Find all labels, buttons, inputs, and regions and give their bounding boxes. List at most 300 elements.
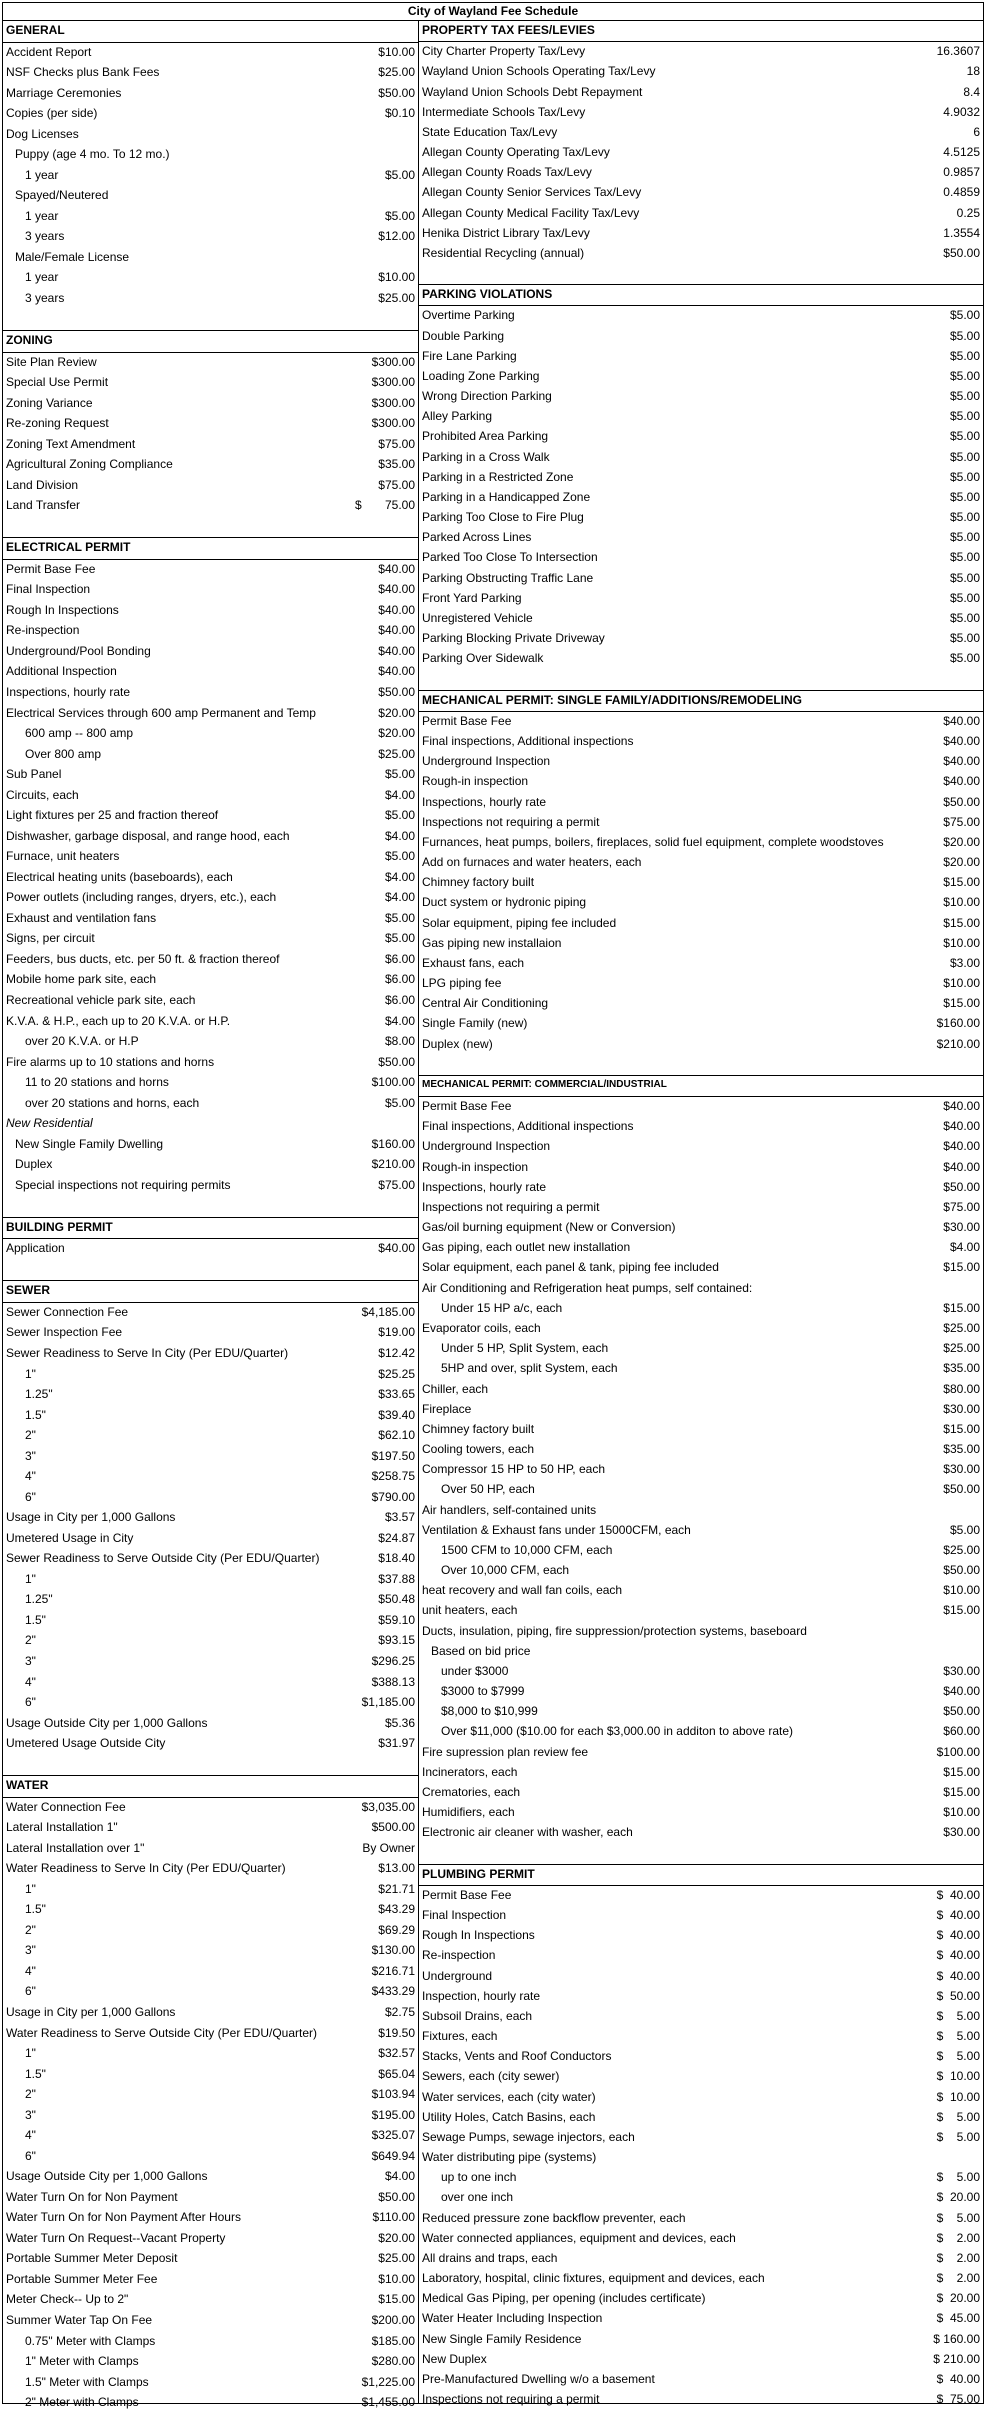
fee-row xyxy=(419,1906,983,1926)
fee-label: 1.5" Meter with Clamps xyxy=(25,2374,149,2389)
fee-label: Parking Obstructing Traffic Lane xyxy=(422,570,594,585)
fee-amount: $3.57 xyxy=(384,1510,415,1525)
spacer-row xyxy=(419,1055,983,1075)
fee-amount: $ 2.00 xyxy=(936,2271,980,2286)
fee-row xyxy=(419,853,983,873)
fee-amount: $100.00 xyxy=(371,1075,415,1090)
fee-amount: $4,185.00 xyxy=(361,1304,415,1319)
fee-amount: 16.3607 xyxy=(936,44,980,59)
fee-label: All drains and traps, each xyxy=(422,2250,558,2265)
fee-label: $3000 to $7999 xyxy=(441,1684,525,1699)
fee-row xyxy=(3,2024,418,2045)
fee-row xyxy=(3,683,418,704)
spacer-row xyxy=(419,264,983,284)
fee-row xyxy=(3,1859,418,1880)
fee-row xyxy=(419,609,983,629)
fee-amount: $1,225.00 xyxy=(361,2374,415,2389)
fee-amount: $280.00 xyxy=(371,2354,415,2369)
fee-row xyxy=(3,268,418,289)
fee-label: Overtime Parking xyxy=(422,308,515,323)
fee-label: Re-inspection xyxy=(6,623,80,638)
fee-label: 11 to 20 stations and horns xyxy=(25,1075,169,1090)
fee-label: Permit Base Fee xyxy=(422,713,512,728)
fee-amount: $21.71 xyxy=(378,1881,415,1896)
section-title: PROPERTY TAX FEES/LEVIES xyxy=(422,23,595,37)
fee-amount: $216.71 xyxy=(371,1963,415,1978)
fee-row xyxy=(3,868,418,889)
fee-row xyxy=(3,125,418,146)
fee-row xyxy=(419,1319,983,1339)
fee-label: 4" xyxy=(25,1469,36,1484)
section-header xyxy=(419,690,983,712)
fee-row xyxy=(3,1094,418,1115)
fee-label: 2" Meter with Clamps xyxy=(25,2395,139,2410)
fee-amount: $4.00 xyxy=(384,2169,415,2184)
fee-row xyxy=(3,1073,418,1094)
fee-label: 4" xyxy=(25,1963,36,1978)
fee-label: Male/Female License xyxy=(15,249,130,264)
fee-row xyxy=(419,163,983,183)
fee-row xyxy=(419,468,983,488)
fee-label: Underground Inspection xyxy=(422,1139,551,1154)
fee-row xyxy=(3,1323,418,1344)
fee-label: Sewer Readiness to Serve In City (Per EDU/Quarter) xyxy=(6,1346,289,1360)
fee-label: 1 year xyxy=(25,167,59,182)
fee-label: Loading Zone Parking xyxy=(422,368,540,383)
fee-amount: $1,185.00 xyxy=(361,1695,415,1710)
fee-label: Fire supression plan review fee xyxy=(422,1744,589,1759)
fee-amount: $30.00 xyxy=(943,1663,980,1678)
fee-row xyxy=(419,1561,983,1581)
fee-label: Water Readiness to Serve In City (Per EDU/Quarter) xyxy=(6,1861,286,1876)
section-title: ELECTRICAL PERMIT xyxy=(6,540,131,555)
fee-row xyxy=(3,1549,418,1570)
fee-label: Usage in City per 1,000 Gallons xyxy=(6,2005,176,2019)
fee-amount: $195.00 xyxy=(371,2107,415,2122)
fee-label: 4" xyxy=(25,1674,36,1689)
fee-label: Solar equipment, piping fee included xyxy=(422,915,617,930)
fee-row xyxy=(419,1339,983,1359)
fee-row xyxy=(3,1798,418,1819)
fee-amount: $50.00 xyxy=(378,1054,415,1069)
fee-row xyxy=(3,1818,418,1839)
fee-label: Fire Lane Parking xyxy=(422,348,517,363)
fee-label: 5HP and over, split System, each xyxy=(441,1361,618,1376)
fee-label: Humidifiers, each xyxy=(422,1805,515,1820)
fee-row xyxy=(3,43,418,64)
fee-label: unit heaters, each xyxy=(422,1603,518,1618)
fee-label: Duplex xyxy=(15,1157,53,1172)
fee-label: $8,000 to $10,999 xyxy=(441,1704,538,1719)
fee-label: Chimney factory built xyxy=(422,875,535,890)
fee-amount: $ 5.00 xyxy=(936,2170,980,2185)
fee-label: 1.5" xyxy=(25,1902,46,1917)
fee-row xyxy=(3,1839,418,1860)
fee-amount: $210.00 xyxy=(936,1036,980,1051)
fee-amount: $ 5.00 xyxy=(936,2210,980,2225)
fee-amount: $5.00 xyxy=(384,167,415,182)
fee-label: Laboratory, hospital, clinic fixtures, equipment and devices, each xyxy=(422,2271,765,2286)
fee-label: up to one inch xyxy=(441,2170,517,2185)
fee-label: Rough-in inspection xyxy=(422,774,529,789)
section-header xyxy=(419,284,983,306)
fee-amount: $20.00 xyxy=(378,2230,415,2245)
fee-row xyxy=(419,629,983,649)
fee-label: Water Turn On Request--Vacant Property xyxy=(6,2230,226,2245)
fee-amount: $59.10 xyxy=(378,1612,415,1627)
fee-label: 6" xyxy=(25,1489,36,1504)
fee-row xyxy=(3,2065,418,2086)
fee-label: 1" Meter with Clamps xyxy=(25,2354,139,2369)
fee-row xyxy=(419,488,983,508)
fee-label: Electronic air cleaner with washer, each xyxy=(422,1825,633,1840)
fee-amount: $5.00 xyxy=(949,550,980,565)
fee-label: Sewers, each (city sewer) xyxy=(422,2069,560,2084)
fee-row xyxy=(419,1601,983,1621)
fee-row xyxy=(419,2309,983,2329)
fee-label: Air Conditioning and Refrigeration heat pumps, self contained: xyxy=(422,1280,753,1295)
fee-row xyxy=(3,1426,418,1447)
fee-row xyxy=(3,1734,418,1755)
fee-label: Zoning Variance xyxy=(6,395,93,410)
spacer-row xyxy=(3,1196,418,1217)
fee-amount: $30.00 xyxy=(943,1825,980,1840)
fee-label: Application xyxy=(6,1241,65,1256)
fee-row xyxy=(419,1763,983,1783)
fee-amount: 18 xyxy=(966,64,980,79)
fee-label: Sewer Readiness to Serve Outside City (Per EDU/Quarter) xyxy=(6,1551,320,1566)
fee-amount: 4.9032 xyxy=(943,104,980,119)
section-header xyxy=(419,1864,983,1886)
fee-row xyxy=(3,909,418,930)
fee-amount: $40.00 xyxy=(378,1241,415,1256)
fee-amount: $31.97 xyxy=(378,1736,415,1751)
fee-row xyxy=(3,1880,418,1901)
fee-amount: $5.00 xyxy=(949,368,980,383)
section-title: GENERAL xyxy=(6,23,65,37)
fee-label: Parking in a Restricted Zone xyxy=(422,469,574,484)
fee-amount: $30.00 xyxy=(943,1220,980,1235)
fee-amount: $40.00 xyxy=(943,713,980,728)
fee-amount: $5.00 xyxy=(949,449,980,464)
fee-label: Single Family (new) xyxy=(422,1016,528,1031)
fee-row xyxy=(419,2128,983,2148)
fee-label: Water Turn On for Non Payment After Hours xyxy=(6,2210,241,2225)
section-title: PLUMBING PERMIT xyxy=(422,1866,535,1881)
fee-row xyxy=(3,2352,418,2373)
fee-row xyxy=(3,580,418,601)
fee-label: Final inspections, Additional inspections xyxy=(422,734,634,749)
fee-label: Water distributing pipe (systems) xyxy=(422,2150,597,2165)
fee-amount: $ 20.00 xyxy=(936,2291,980,2306)
fee-row xyxy=(419,143,983,163)
fee-label: Electrical Services through 600 amp Permanent and Temp xyxy=(6,705,316,720)
fee-row xyxy=(3,888,418,909)
fee-label: Double Parking xyxy=(422,328,505,343)
fee-row xyxy=(3,1488,418,1509)
fee-amount: $8.00 xyxy=(384,1034,415,1049)
fee-row xyxy=(3,827,418,848)
fee-row xyxy=(419,732,983,752)
fee-amount: $6.00 xyxy=(384,992,415,1007)
right-column xyxy=(419,21,983,2407)
fee-amount: $ 5.00 xyxy=(936,2029,980,2044)
fee-amount: $20.00 xyxy=(378,705,415,720)
fee-amount: $325.07 xyxy=(371,2128,415,2143)
fee-label: Prohibited Area Parking xyxy=(422,429,549,444)
fee-label: LPG piping fee xyxy=(422,976,502,991)
fee-label: Parking in a Cross Walk xyxy=(422,449,550,464)
fee-amount: $10.00 xyxy=(943,976,980,991)
fee-row xyxy=(419,83,983,103)
fee-row xyxy=(419,2007,983,2027)
fee-row xyxy=(419,2370,983,2390)
fee-label: Inspections not requiring a permit xyxy=(422,814,600,829)
fee-label: 1.5" xyxy=(25,1407,46,1422)
fee-amount: $50.00 xyxy=(943,1563,980,1578)
fee-row xyxy=(419,528,983,548)
fee-label: Exhaust and ventilation fans xyxy=(6,910,157,925)
fee-label: Water services, each (city water) xyxy=(422,2089,596,2104)
fee-label: Residential Recycling (annual) xyxy=(422,245,585,260)
fee-amount: $25.25 xyxy=(378,1366,415,1381)
fee-label: Based on bid price xyxy=(431,1643,531,1658)
fee-amount: $10.00 xyxy=(378,44,415,59)
fee-row xyxy=(419,1702,983,1722)
fee-label: Inspections not requiring a permit xyxy=(422,1199,600,1214)
fee-label: Allegan County Medical Facility Tax/Levy xyxy=(422,205,640,220)
fee-label: Inspections not requiring a permit xyxy=(422,2392,600,2407)
fee-row xyxy=(3,560,418,581)
fee-label: 1" xyxy=(25,1881,36,1896)
fee-amount: $10.00 xyxy=(943,1805,980,1820)
fee-row xyxy=(3,1652,418,1673)
fee-amount: $25.00 xyxy=(943,1542,980,1557)
fee-row xyxy=(419,1258,983,1278)
fee-row xyxy=(419,1178,983,1198)
fee-amount: $15.00 xyxy=(943,915,980,930)
fee-amount: $6.00 xyxy=(384,972,415,987)
fee-amount: $ 40.00 xyxy=(936,1968,980,1983)
fee-row xyxy=(3,1114,418,1135)
fee-row xyxy=(3,207,418,228)
fee-row xyxy=(419,2148,983,2168)
fee-row xyxy=(3,104,418,125)
fee-amount: $10.00 xyxy=(943,1583,980,1598)
fee-row xyxy=(419,103,983,123)
fee-row xyxy=(3,1344,418,1365)
section-header xyxy=(3,537,418,560)
fee-row xyxy=(419,2330,983,2350)
fee-amount: $388.13 xyxy=(371,1674,415,1689)
section-header xyxy=(3,1775,418,1798)
fee-label: Wayland Union Schools Operating Tax/Levy xyxy=(422,64,656,79)
fee-amount: $ 50.00 xyxy=(936,1988,980,2003)
fee-amount: $40.00 xyxy=(943,1159,980,1174)
fee-row xyxy=(419,1642,983,1662)
fee-amount: $39.40 xyxy=(378,1407,415,1422)
fee-label: 2" xyxy=(25,1633,36,1648)
fee-row xyxy=(419,1420,983,1440)
fee-amount: $4.00 xyxy=(384,890,415,905)
fee-amount: $5.00 xyxy=(949,510,980,525)
fee-row xyxy=(419,772,983,792)
page-title: City of Wayland Fee Schedule xyxy=(3,3,983,21)
fee-amount: $200.00 xyxy=(371,2312,415,2327)
fee-amount: $19.00 xyxy=(378,1325,415,1340)
fee-row xyxy=(3,1631,418,1652)
fee-row xyxy=(3,1611,418,1632)
fee-label: 2" xyxy=(25,1428,36,1443)
fee-row xyxy=(3,2085,418,2106)
fee-row xyxy=(3,353,418,374)
fee-row xyxy=(3,1714,418,1735)
fee-row xyxy=(419,712,983,732)
fee-row xyxy=(419,1926,983,1946)
fee-amount: $5.36 xyxy=(384,1715,415,1730)
fee-label: 6" xyxy=(25,1984,36,1999)
fee-row xyxy=(419,327,983,347)
fee-label: Agricultural Zoning Compliance xyxy=(6,457,173,472)
fee-label: Water Connection Fee xyxy=(6,1799,126,1814)
fee-label: Re-inspection xyxy=(422,1948,496,1963)
fee-amount: $ 40.00 xyxy=(936,1907,980,1922)
fee-label: Spayed/Neutered xyxy=(15,188,109,203)
fee-row xyxy=(419,1946,983,1966)
fee-amount: $300.00 xyxy=(371,375,415,390)
fee-amount: $ 75.00 xyxy=(354,498,415,513)
fee-row xyxy=(3,745,418,766)
fee-label: 1.25" xyxy=(25,1592,53,1607)
fee-label: NSF Checks plus Bank Fees xyxy=(6,65,160,80)
fee-amount: $300.00 xyxy=(371,354,415,369)
fee-amount: $ 5.00 xyxy=(936,2129,980,2144)
fee-row xyxy=(3,847,418,868)
fee-row xyxy=(3,1570,418,1591)
fee-amount: $5.00 xyxy=(384,808,415,823)
fee-row xyxy=(419,2249,983,2269)
fee-row xyxy=(419,62,983,82)
fee-label: Puppy (age 4 mo. To 12 mo.) xyxy=(15,147,170,162)
section-header xyxy=(3,21,418,43)
fee-label: Parking Blocking Private Driveway xyxy=(422,631,605,646)
fee-label: 1500 CFM to 10,000 CFM, each xyxy=(441,1542,613,1557)
left-column xyxy=(3,21,419,2410)
fee-amount: $5.00 xyxy=(949,530,980,545)
spacer-row xyxy=(3,309,418,330)
fee-amount: $ 40.00 xyxy=(936,2371,980,2386)
fee-row xyxy=(419,1783,983,1803)
fee-row xyxy=(3,289,418,310)
section-title: MECHANICAL PERMIT: SINGLE FAMILY/ADDITIONS/REMODELING xyxy=(422,692,803,707)
fee-label: 1 year xyxy=(25,208,59,223)
fee-amount: $5.00 xyxy=(949,389,980,404)
fee-label: 3" xyxy=(25,1653,36,1668)
fee-label: heat recovery and wall fan coils, each xyxy=(422,1583,623,1598)
fee-label: Over 50 HP, each xyxy=(441,1482,535,1497)
fee-amount: $15.00 xyxy=(943,1764,980,1779)
fee-row xyxy=(419,752,983,772)
fee-amount: $12.42 xyxy=(378,1346,415,1360)
fee-amount: $69.29 xyxy=(378,1922,415,1937)
fee-row xyxy=(3,2332,418,2353)
fee-amount: $75.00 xyxy=(378,477,415,492)
fee-label: Ducts, insulation, piping, fire suppression/protection systems, baseboard xyxy=(422,1623,807,1638)
fee-amount: $185.00 xyxy=(371,2333,415,2348)
fee-label: Solar equipment, each panel & tank, piping fee included xyxy=(422,1260,719,1275)
fee-label: 1" xyxy=(25,1366,36,1381)
fee-row xyxy=(419,548,983,568)
fee-row xyxy=(419,1622,983,1642)
fee-row xyxy=(419,1035,983,1055)
fee-amount: $40.00 xyxy=(943,734,980,749)
fee-label: K.V.A. & H.P., each up to 20 K.V.A. or H.P. xyxy=(6,1013,231,1028)
fee-amount: $5.00 xyxy=(384,849,415,864)
fee-amount: $ 5.00 xyxy=(936,2109,980,2124)
fee-row xyxy=(3,394,418,415)
fee-row xyxy=(3,2229,418,2250)
fee-label: Parking Over Sidewalk xyxy=(422,651,544,666)
fee-amount: $19.50 xyxy=(378,2025,415,2040)
fee-amount: $ 40.00 xyxy=(936,1948,980,1963)
fee-label: Usage in City per 1,000 Gallons xyxy=(6,1510,176,1525)
fee-amount: $ 2.00 xyxy=(936,2230,980,2245)
spacer-row xyxy=(419,670,983,690)
fee-amount: $300.00 xyxy=(371,416,415,431)
fee-row xyxy=(3,1941,418,1962)
fee-label: Rough-in inspection xyxy=(422,1159,529,1174)
fee-label: Allegan County Operating Tax/Levy xyxy=(422,145,610,160)
fee-label: Underground xyxy=(422,1968,493,1983)
fee-label: 3" xyxy=(25,1943,36,1958)
fee-row xyxy=(419,244,983,264)
fee-amount: $5.00 xyxy=(949,469,980,484)
fee-row xyxy=(419,1581,983,1601)
fee-amount: $40.00 xyxy=(378,582,415,597)
fee-row xyxy=(419,2269,983,2289)
fee-row xyxy=(3,476,418,497)
fee-label: Add on furnaces and water heaters, each xyxy=(422,855,642,870)
fee-amount: $20.00 xyxy=(378,726,415,741)
fee-amount: $5.00 xyxy=(949,308,980,323)
fee-label: Water Turn On for Non Payment xyxy=(6,2189,178,2204)
fee-label: Water Heater Including Inspection xyxy=(422,2311,603,2326)
fee-amount: $50.00 xyxy=(378,685,415,699)
fee-amount: $ 5.00 xyxy=(936,2049,980,2064)
fee-row xyxy=(419,1158,983,1178)
fee-label: Additional Inspection xyxy=(6,664,117,679)
fee-row xyxy=(3,1303,418,1324)
fee-label: Site Plan Review xyxy=(6,354,97,369)
fee-label: Crematories, each xyxy=(422,1784,521,1799)
fee-row xyxy=(3,1590,418,1611)
fee-amount: $25.00 xyxy=(378,746,415,761)
fee-label: 1.5" xyxy=(25,1612,46,1627)
fee-label: Power outlets (including ranges, dryers, etc.), each xyxy=(6,890,277,905)
fee-amount: $500.00 xyxy=(371,1820,415,1835)
fee-amount: $40.00 xyxy=(378,623,415,638)
fee-amount: $20.00 xyxy=(943,855,980,870)
fee-amount: $50.00 xyxy=(378,85,415,100)
fee-row xyxy=(3,1693,418,1714)
fee-row xyxy=(419,1359,983,1379)
fee-row xyxy=(3,2270,418,2291)
fee-amount: $15.00 xyxy=(943,1603,980,1618)
fee-label: Compressor 15 HP to 50 HP, each xyxy=(422,1462,605,1477)
fee-row xyxy=(419,934,983,954)
fee-row xyxy=(3,2147,418,2168)
fee-label: under $3000 xyxy=(441,1663,509,1678)
